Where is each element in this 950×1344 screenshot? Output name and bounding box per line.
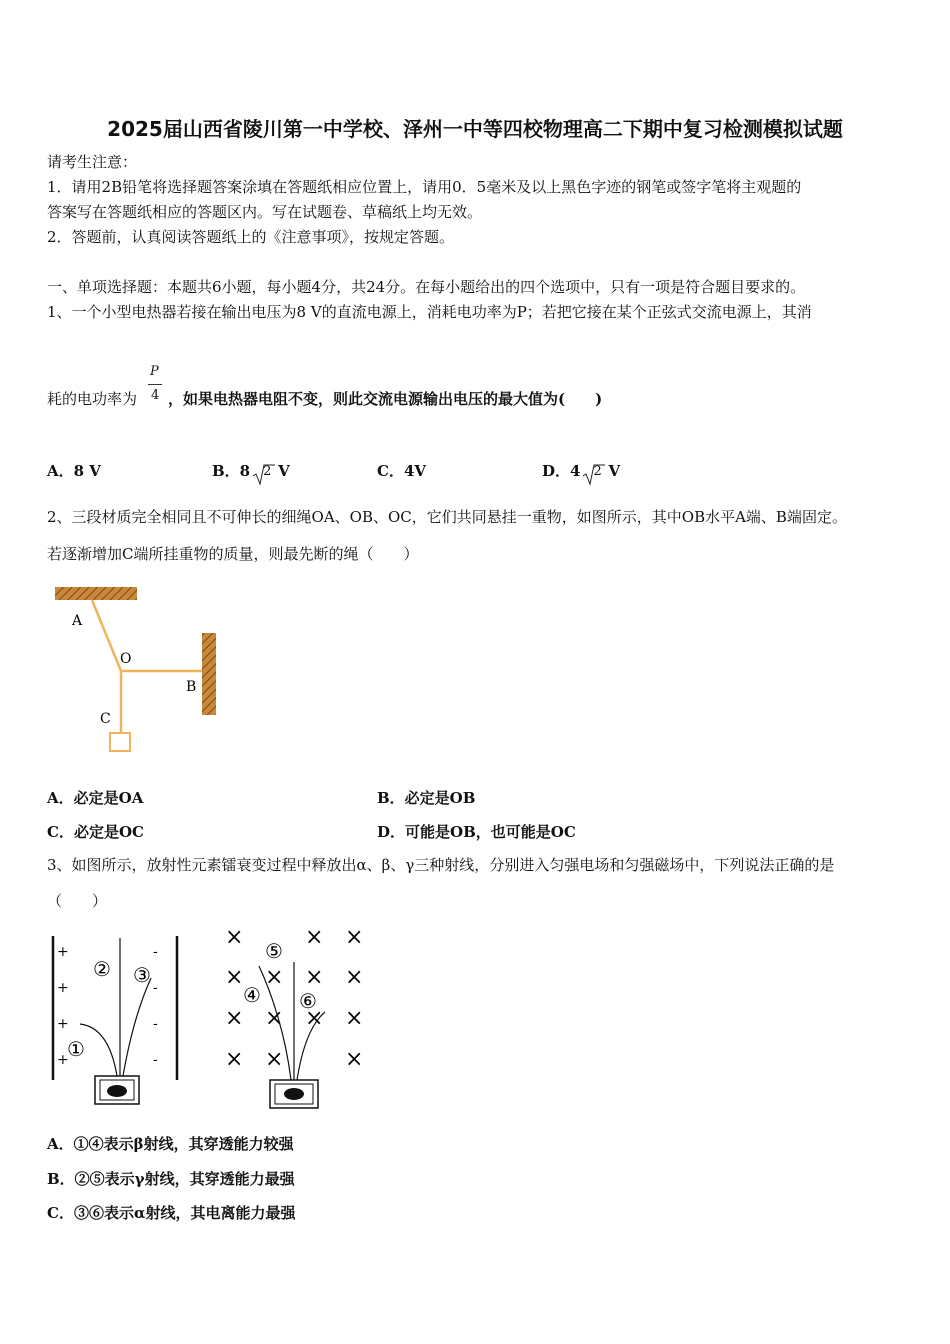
electric-field-diagram — [45, 928, 195, 1110]
cross-mark: × — [225, 1006, 244, 1031]
q1-option-b-unit: V — [278, 462, 290, 480]
magnetic-field-diagram — [215, 922, 375, 1112]
label-2: ② — [93, 957, 111, 981]
cross-mark: × — [305, 965, 324, 990]
q2-stem-line-2: 若逐渐增加C端所挂重物的质量，则最先断的绳（ ） — [47, 545, 419, 563]
q3-stem-line-2: （ ） — [47, 892, 108, 910]
q1-fraction-denominator: 4 — [151, 388, 160, 403]
notice-line-1: 1．请用2B铅笔将选择题答案涂填在答题纸相应位置上，请用0．5毫米及以上黑色字迹的钢笔或签字笔将主观题的 — [47, 178, 802, 196]
label-5: ⑤ — [265, 939, 283, 963]
label-1: ① — [67, 1037, 85, 1061]
ray-1 — [80, 1024, 117, 1076]
section-heading: 一、单项选择题：本题共6小题，每小题4分，共24分。在每小题给出的四个选项中，只有一项是符合题目要求的。 — [47, 278, 806, 296]
q1-option-d-radicand: 2 — [593, 464, 602, 479]
q1-stem-line-1: 1、一个小型电热器若接在输出电压为8 V的直流电源上，消耗电功率为P；若把它接在某个正弦式交流电源上，其消 — [47, 303, 812, 321]
cross-mark: × — [345, 965, 364, 990]
rope-oa — [92, 600, 121, 671]
cross-mark: × — [265, 965, 284, 990]
label-a: A — [72, 613, 83, 629]
plus-sign: + — [57, 944, 69, 960]
q1-option-d-unit: V — [608, 462, 621, 480]
label-c: C — [100, 711, 111, 727]
q2-option-d: D．可能是OB，也可能是OC — [377, 823, 576, 841]
q1-option-d-prefix: D．4 — [542, 462, 581, 480]
cross-mark: × — [305, 925, 324, 950]
q3-option-b: B．②⑤表示γ射线，其穿透能力最强 — [47, 1170, 295, 1188]
minus-sign: - — [153, 980, 158, 996]
q3-stem-line-1: 3、如图所示，放射性元素镭衰变过程中释放出α、β、γ三种射线，分别进入匀强电场和匀强磁场中，下列说法正确的是 — [47, 856, 835, 874]
q1-fraction-bar — [148, 384, 162, 385]
q3-option-c: C．③⑥表示α射线，其电离能力最强 — [47, 1204, 296, 1222]
plus-sign: + — [57, 1052, 69, 1068]
minus-sign: - — [153, 944, 158, 960]
cross-mark: × — [305, 1006, 324, 1031]
cross-mark: × — [225, 1047, 244, 1072]
cross-mark: × — [345, 1047, 364, 1072]
notice-heading: 请考生注意： — [47, 153, 138, 171]
page-title: 2025届山西省陵川第一中学校、泽州一中等四校物理高二下期中复习检测模拟试题 — [107, 117, 843, 141]
radium-source — [107, 1085, 127, 1097]
cross-mark: × — [225, 925, 244, 950]
q2-option-a: A．必定是OA — [47, 789, 144, 807]
radium-source — [284, 1088, 304, 1100]
cross-mark: × — [265, 1047, 284, 1072]
rope-diagram — [50, 583, 225, 758]
ray-3 — [123, 978, 151, 1076]
q1-option-b — [212, 460, 290, 481]
q1-fraction-numerator: P — [150, 364, 159, 379]
cross-mark: × — [345, 925, 364, 950]
cross-mark: × — [345, 1006, 364, 1031]
q2-stem-line-1: 2、三段材质完全相同且不可伸长的细绳OA、OB、OC，它们共同悬挂一重物，如图所示，其中OB水平A端、B端固定。 — [47, 508, 847, 526]
q1-option-a: A．8 V — [47, 462, 101, 480]
q2-option-b: B．必定是OB — [377, 789, 476, 807]
ceiling-support — [55, 587, 137, 600]
q2-option-c: C．必定是OC — [47, 823, 144, 841]
q1-option-d — [542, 460, 620, 481]
q1-stem-line-2-pre: 耗的电功率为 — [47, 390, 138, 408]
q3-option-a: A．①④表示β射线，其穿透能力较强 — [47, 1135, 294, 1153]
plus-sign: + — [57, 980, 69, 996]
q1-option-b-prefix: B．8 — [212, 462, 251, 480]
notice-line-3: 2．答题前，认真阅读答题纸上的《注意事项》，按规定答题。 — [47, 228, 455, 246]
label-3: ③ — [133, 963, 151, 987]
label-4: ④ — [243, 983, 261, 1007]
cross-mark: × — [225, 965, 244, 990]
q1-option-b-radicand: 2 — [263, 464, 272, 479]
minus-sign: - — [153, 1016, 158, 1032]
cross-mark: × — [265, 1006, 284, 1031]
q1-stem-line-2-post: ，如果电热器电阻不变，则此交流电源输出电压的最大值为( ) — [168, 390, 603, 408]
hanging-weight — [110, 733, 130, 751]
wall-support — [202, 633, 216, 715]
q1-option-c: C．4V — [377, 462, 427, 480]
label-6: ⑥ — [299, 989, 317, 1013]
label-b: B — [186, 679, 197, 695]
minus-sign: - — [153, 1052, 158, 1068]
notice-line-2: 答案写在答题纸相应的答题区内。写在试题卷、草稿纸上均无效。 — [47, 203, 483, 221]
label-o: O — [120, 651, 132, 667]
plus-sign: + — [57, 1016, 69, 1032]
